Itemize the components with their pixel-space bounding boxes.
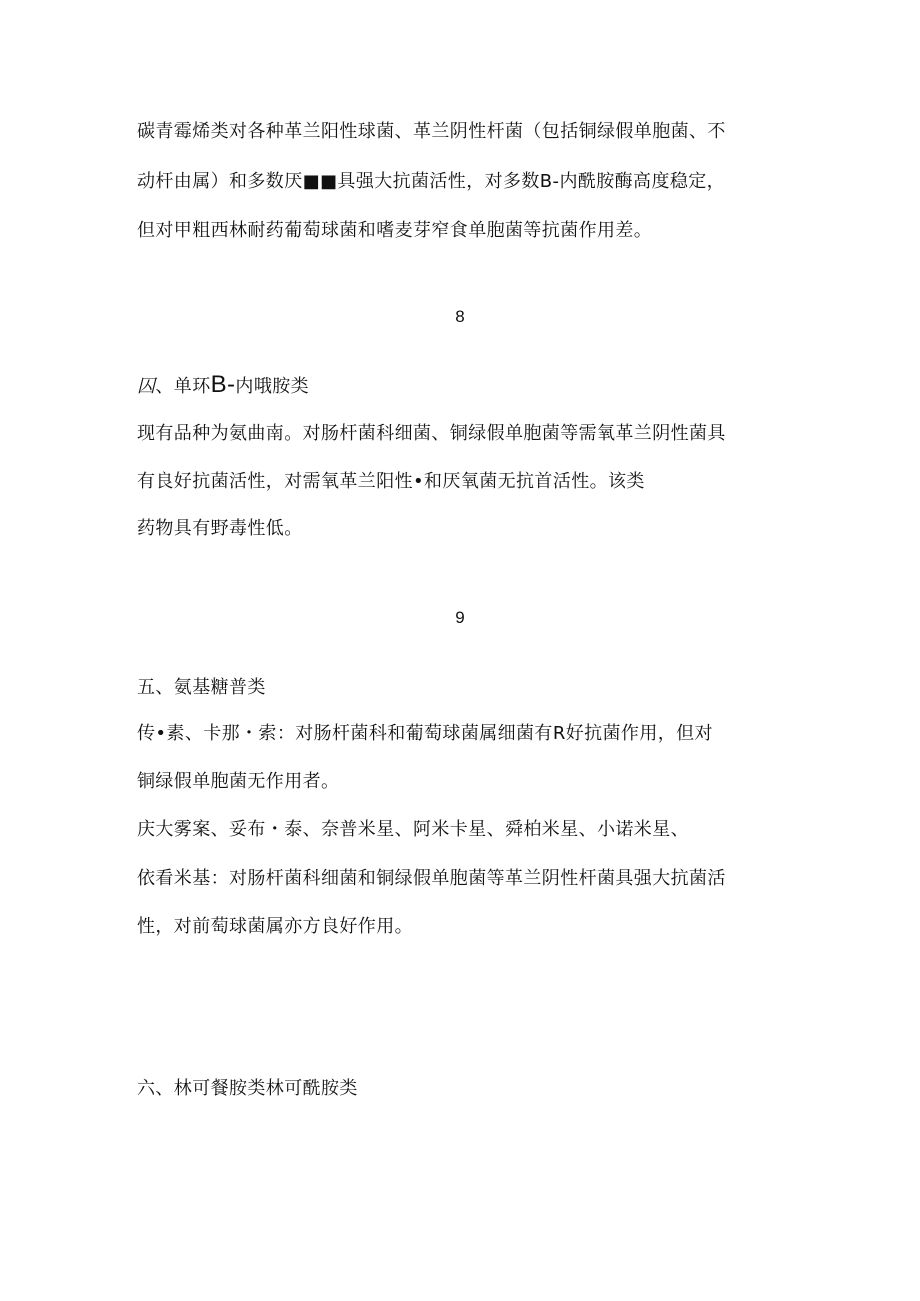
- paragraph-line: 性，对前萄球菌属亦方良好作用。: [137, 916, 413, 937]
- paragraph-line: 药物具有野毒性低。: [137, 518, 303, 539]
- heading-suffix: 内哦胺类: [235, 376, 310, 397]
- section-heading: 六、林可餐胺类林可酰胺类: [137, 1078, 358, 1099]
- heading-mid: 、单环: [155, 376, 211, 397]
- paragraph-line: 传•素、卡那・索：对肠杆菌科和葡萄球菌属细菌有R好抗菌作用，但对: [137, 723, 713, 744]
- paragraph-line: 现有品种为氨曲南。对肠杆菌科细菌、铜绿假单胞菌等需氧革兰阴性菌具: [137, 423, 726, 444]
- section-heading: 五、氨基糖普类: [137, 677, 266, 698]
- section-heading: [137, 373, 309, 399]
- paragraph-line: 但对甲粗西林耐药葡萄球菌和嗜麦芽窄食单胞菌等抗菌作用差。: [137, 220, 653, 241]
- page-number: 8: [455, 307, 465, 326]
- paragraph-line: 庆大雾案、妥布・泰、奈普米星、阿米卡星、舜柏米星、小诺米星、: [137, 819, 689, 840]
- heading-prefix: 囚: [137, 376, 156, 397]
- heading-b: B-: [210, 371, 236, 398]
- page-number: 9: [455, 608, 465, 627]
- paragraph-line: 铜绿假单胞菌无作用者。: [137, 771, 340, 792]
- paragraph-line: 有良好抗菌活性，对需氧革兰阳性•和厌氧菌无抗首活性。该类: [137, 471, 645, 492]
- paragraph-line: 碳青霉烯类对各种革兰阳性球菌、革兰阴性杆菌（包括铜绿假单胞菌、不: [137, 121, 726, 142]
- paragraph-line: 动杆由属）和多数厌■■具强大抗菌活性，对多数B-内酰胺酶高度稳定，: [137, 171, 726, 192]
- paragraph-line: 依看米基：对肠杆菌科细菌和铜绿假单胞菌等革兰阴性杆菌具强大抗菌活: [137, 868, 726, 889]
